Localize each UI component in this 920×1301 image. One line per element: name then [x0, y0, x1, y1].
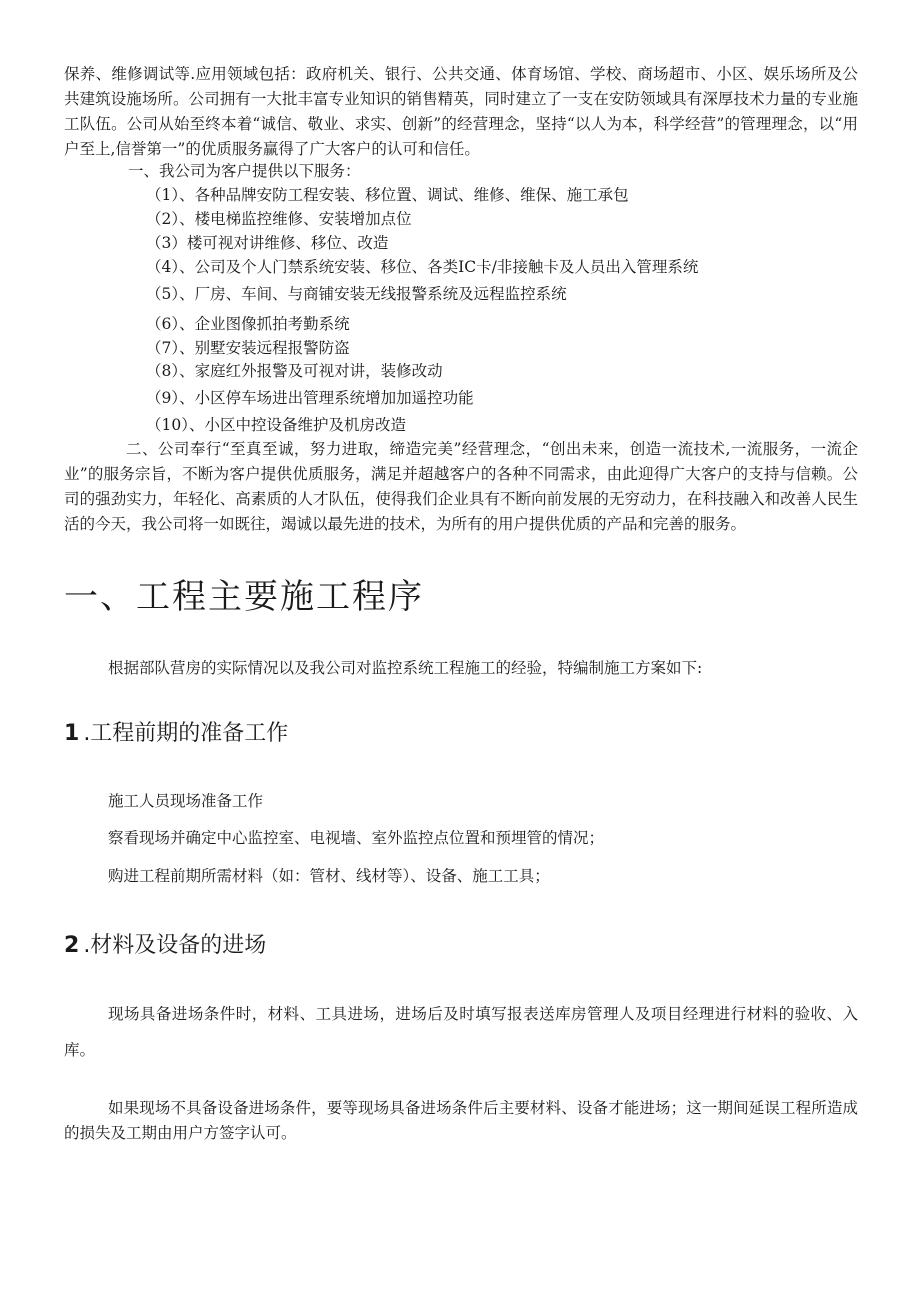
service-item-9: （9）、小区停车场进出管理系统增加加遥控功能	[146, 389, 474, 407]
section-lead: 根据部队营房的实际情况以及我公司对监控系统工程施工的经验，特编制施工方案如下:	[108, 659, 703, 677]
service-item-1: （1）、各种品牌安防工程安装、移位置、调试、维修、维保、施工承包	[146, 186, 629, 204]
service-item-4: （4）、公司及个人门禁系统安装、移位、各类IC卡/非接触卡及人员出入管理系统	[146, 258, 699, 276]
intro-paragraph: 保养、维修调试等.应用领域包括：政府机关、银行、公共交通、体育场馆、学校、商场超市、小区、娱乐场所及公共建筑设施场所。公司拥有一大批丰富专业知识的销售精英，同时建立了一支在安防领域具有深厚技术力量的专业施工队伍。公司从始至终本着“诚信、敬业、求实、创新”的经营理念，坚持“以人为本，科学经营”的管理理念，以“用户至上,信誉第一”的优质服务赢得了广大客户的认可和信任。	[64, 65, 858, 158]
section-title: 一、工程主要施工程序	[64, 577, 424, 617]
service-item-5: （5）、厂房、车间、与商铺安装无线报警系统及远程监控系统	[146, 285, 567, 303]
subsection-2-heading	[64, 930, 266, 962]
prep-line-2: 察看现场并确定中心监控室、电视墙、室外监控点位置和预埋管的情况；	[108, 829, 605, 847]
prep-line-1: 施工人员现场准备工作	[108, 792, 264, 810]
subsection-1-heading	[64, 718, 288, 750]
subsection-2-number: 2	[64, 933, 80, 958]
subsection-2-title: .材料及设备的进场	[83, 933, 267, 958]
subsection-1-number: 1	[64, 721, 80, 746]
subsection-1-title: .工程前期的准备工作	[83, 721, 289, 746]
service-item-6: （6）、企业图像抓拍考勤系统	[146, 315, 350, 333]
service-item-2: （2）、楼电梯监控维修、安装增加点位	[146, 210, 412, 228]
prep-line-3: 购进工程前期所需材料（如：管材、线材等）、设备、施工工具；	[108, 867, 550, 885]
company-philosophy-paragraph: 二、公司奉行“至真至诚，努力进取，缔造完美”经营理念，“创出未来，创造一流技术,一流服务，一流企业”的服务宗旨，不断为客户提供优质服务，满足并超越客户的各种不同需求，由此迎得广大客户的支持与信赖。公司的强劲实力，年轻化、高素质的人才队伍，使得我们企业具有不断向前发展的无穷动力，在科技融入和改善人民生活的今天，我公司将一如既往，竭诚以最先进的技术，为所有的用户提供优质的产品和完善的服务。	[64, 440, 858, 533]
service-item-8: （8）、家庭红外报警及可视对讲，装修改动	[146, 362, 443, 380]
service-item-3: （3）楼可视对讲维修、移位、改造	[146, 234, 389, 252]
service-item-7: （7）、别墅安装远程报警防盗	[146, 339, 350, 357]
services-heading: 一、我公司为客户提供以下服务：	[128, 162, 361, 180]
material-paragraph-1: 现场具备进场条件时，材料、工具进场，进场后及时填写报表送库房管理人及项目经理进行材料的验收、入库。	[64, 1005, 858, 1059]
service-item-10: （10）、小区中控设备维护及机房改造	[146, 416, 406, 434]
material-paragraph-2: 如果现场不具备设备进场条件，要等现场具备进场条件后主要材料、设备才能进场；这一期间延误工程所造成的损失及工期由用户方签字认可。	[64, 1099, 858, 1142]
